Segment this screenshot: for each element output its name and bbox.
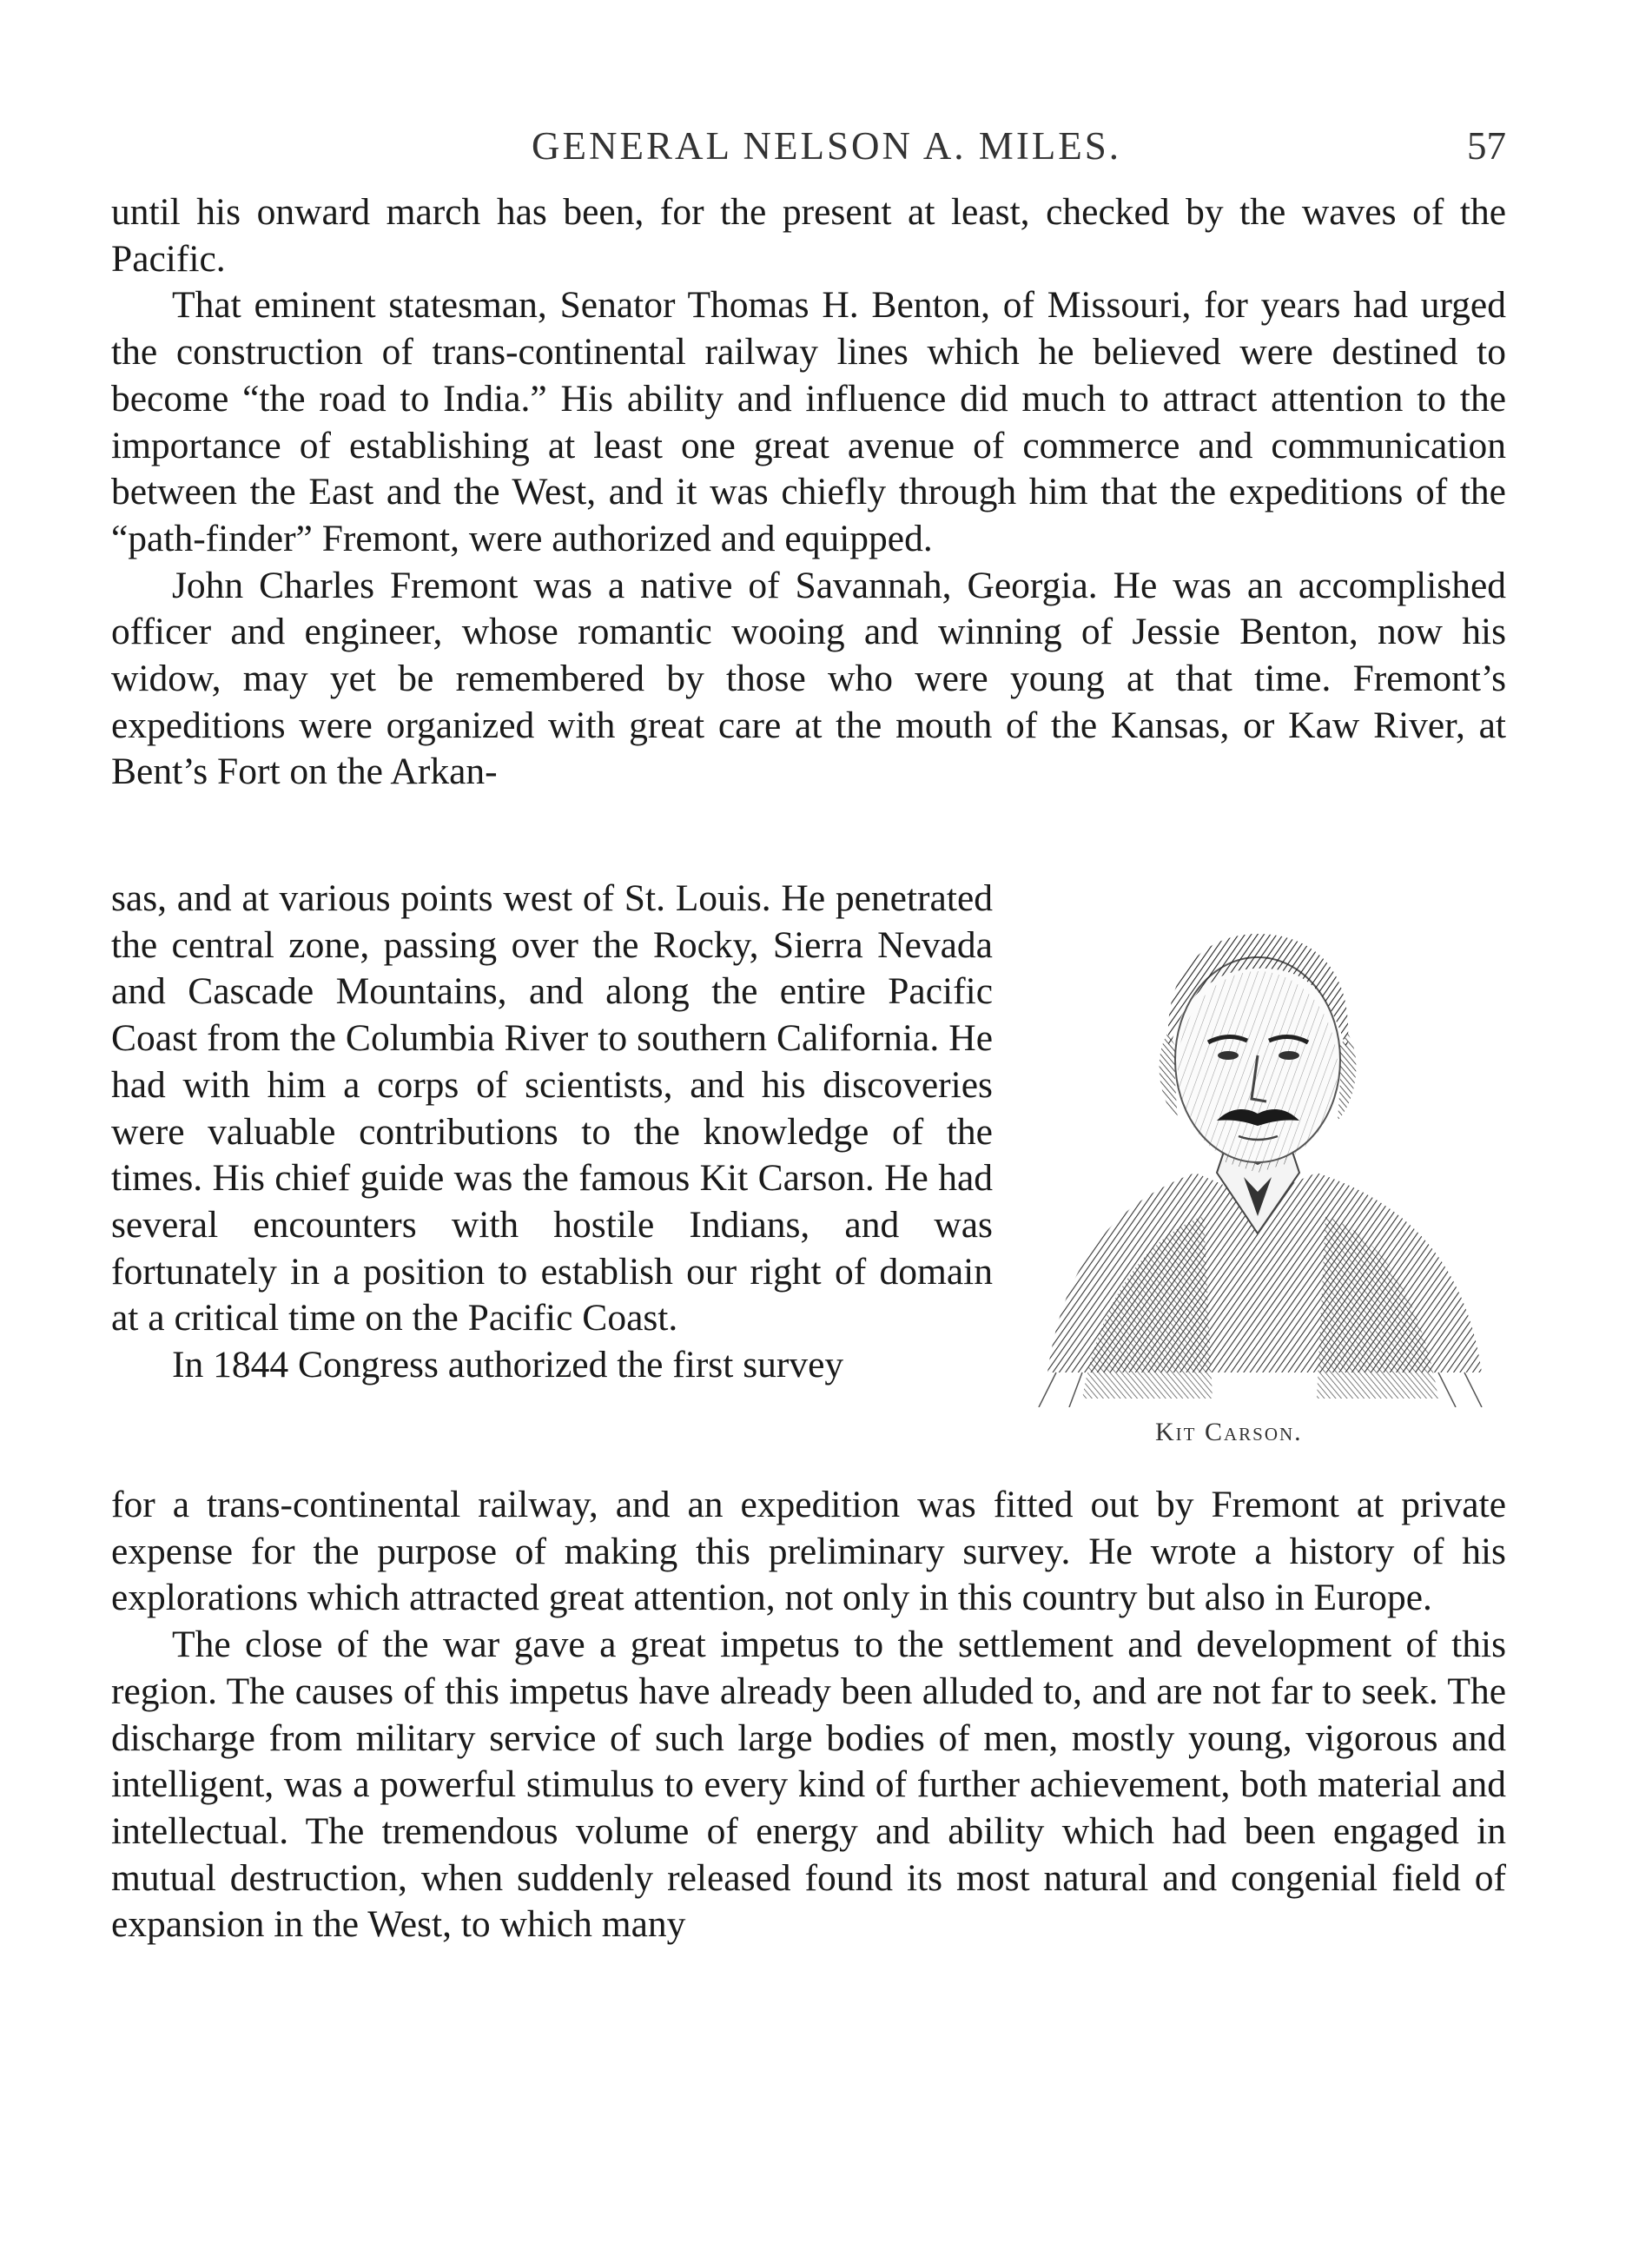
- body-text-beside-figure: [111, 876, 993, 1389]
- kit-carson-engraving: [1030, 886, 1517, 1407]
- running-head: [111, 123, 1506, 175]
- paragraph: until his onward march has been, for the present at least, checked by the waves of the Pacific.: [111, 191, 1506, 280]
- running-head-title: GENERAL NELSON A. MILES.: [532, 124, 1122, 168]
- body-text-top: [111, 189, 1506, 796]
- portrait-figure: [1030, 886, 1517, 1451]
- paragraph: sas, and at various points west of St. Louis. He penetrated the central zone, passing over the Rocky, Sierra Nevada and Cascade Mountains, and along the entire Pacific Coast from the Columbia River to southern California. He had with him a corps of scientists, and his discoveries were valuable contributions to the knowledge of the times. His chief guide was the famous Kit Carson. He had several encounters with hostile Indians, and was fortunately in a position to establish our right of domain at a critical time on the Pacific Coast.: [111, 877, 993, 1339]
- paragraph: That eminent statesman, Senator Thomas H. Benton, of Missouri, for years had urged the construction of trans-continental railway lines which he believed were destined to become “the road to India.” His ability and influence did much to attract attention to the importance of establishing at least one great avenue of commerce and communication between the East and the West, and it was chiefly through him that the expeditions of the “path-finder” Fremont, were authorized and equipped.: [111, 284, 1506, 559]
- body-text-bottom: [111, 1482, 1506, 1948]
- figure-caption: Kit Carson.: [1155, 1418, 1303, 1446]
- paragraph: In 1844 Congress authorized the first survey: [172, 1344, 844, 1386]
- paragraph: for a trans-continental railway, and an expedition was fitted out by Fremont at private expense for the purpose of making this preliminary survey. He wrote a history of his explorations which attracted great attention, not only in this country but also in Europe.: [111, 1484, 1506, 1619]
- page-number: 57: [1467, 124, 1506, 168]
- paragraph: The close of the war gave a great impetus to the settlement and development of this region. The causes of this impetus have already been alluded to, and are not far to seek. The discharge from military service of such large bodies of men, mostly young, vigorous and intelligent, was a powerful stimulus to every kind of further achievement, both material and intellectual. The tremendous volume of energy and ability which had been engaged in mutual destruction, when suddenly released found its most natural and congenial field of expansion in the West, to which many: [111, 1624, 1506, 1946]
- paragraph: John Charles Fremont was a native of Savannah, Georgia. He was an accomplished officer and engineer, whose romantic wooing and winning of Jessie Benton, now his widow, may yet be remembered by those who were young at that time. Fremont’s expeditions were organized with great care at the mouth of the Kansas, or Kaw River, at Bent’s Fort on the Arkan-: [111, 564, 1506, 793]
